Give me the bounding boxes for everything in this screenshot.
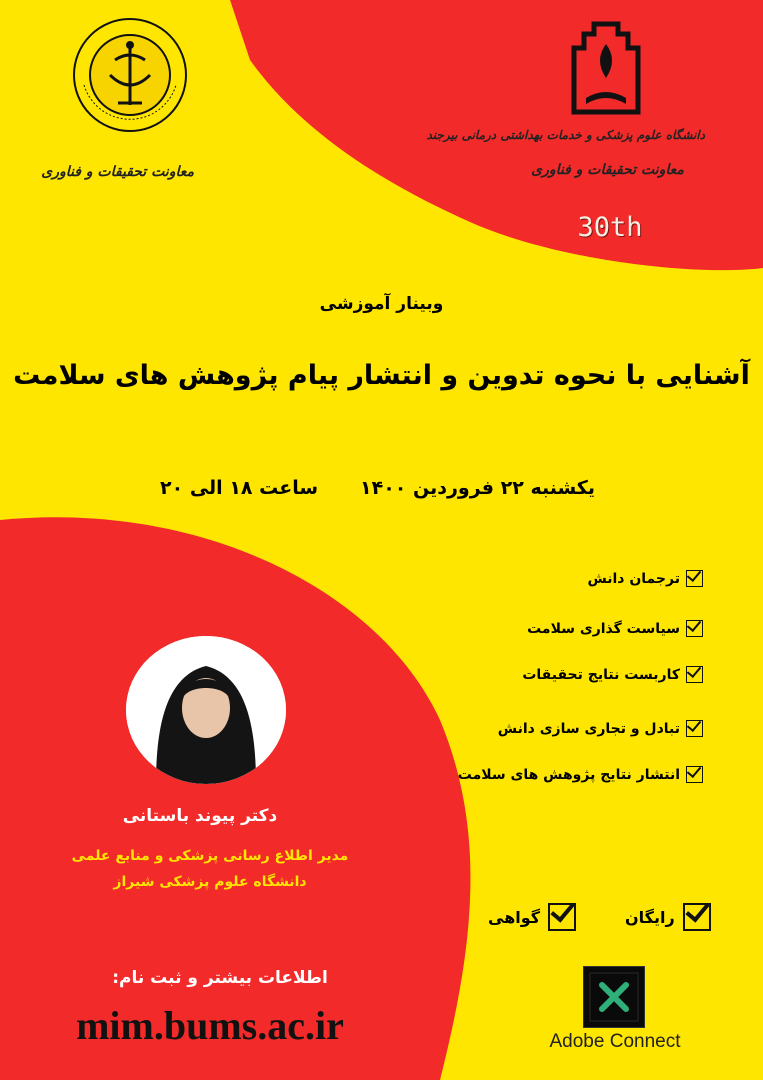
topic-item	[522, 666, 703, 683]
birjand-university-logo	[566, 20, 646, 115]
topic-label: ترجمان دانش	[587, 570, 680, 587]
checkbox-icon	[686, 570, 703, 587]
adobe-connect-label: Adobe Connect	[549, 1031, 681, 1052]
registration-url[interactable]: mim.bums.ac.ir	[76, 1003, 344, 1048]
checkbox-icon	[686, 666, 703, 683]
shiraz-university-logo	[70, 15, 190, 145]
certificate-label: گواهی	[488, 907, 541, 927]
topic-item	[527, 620, 703, 637]
speaker-name: دکتر پیوند باستانی	[122, 806, 278, 826]
topic-label: سیاست گذاری سلامت	[527, 620, 680, 637]
left-logo-caption: معاونت تحقیقات و فناوری	[41, 164, 194, 180]
checkbox-icon	[686, 720, 703, 737]
checkbox-icon	[548, 903, 576, 931]
adobe-connect-icon	[583, 966, 645, 1028]
topic-item	[498, 720, 703, 737]
event-time: ساعت ۱۸ الی ۲۰	[160, 477, 319, 499]
speaker-affiliation: دانشگاه علوم پزشکی شیراز	[113, 874, 307, 890]
registration-label: اطلاعات بیشتر و ثبت نام:	[112, 968, 328, 988]
topic-label: انتشار نتایج پژوهش های سلامت	[457, 766, 680, 783]
certificate-badge	[488, 903, 576, 931]
topic-item	[587, 570, 703, 587]
right-logo-caption-1: دانشگاه علوم پزشکی و خدمات بهداشتی درمانی بیرجند	[426, 128, 705, 142]
webinar-subtitle: وبینار آموزشی	[319, 294, 444, 314]
speaker-photo	[126, 636, 286, 784]
topic-label: کاربست نتایج تحقیقات	[522, 666, 680, 683]
anniversary-label: 30th	[577, 212, 643, 243]
free-label: رایگان	[625, 907, 675, 927]
event-date: یکشنبه ۲۲ فروردین ۱۴۰۰	[360, 477, 595, 499]
webinar-title: آشنایی با نحوه تدوین و انتشار پیام پژوهش های سلامت	[13, 360, 750, 391]
checkbox-icon	[683, 903, 711, 931]
topic-item	[458, 766, 703, 783]
free-badge	[625, 903, 711, 931]
speaker-role: مدیر اطلاع رسانی پزشکی و منابع علمی	[71, 848, 349, 864]
checkbox-icon	[686, 620, 703, 637]
right-logo-caption-2: معاونت تحقیقات و فناوری	[531, 162, 684, 178]
topic-label: تبادل و تجاری سازی دانش	[497, 720, 680, 737]
checkbox-icon	[686, 766, 703, 783]
